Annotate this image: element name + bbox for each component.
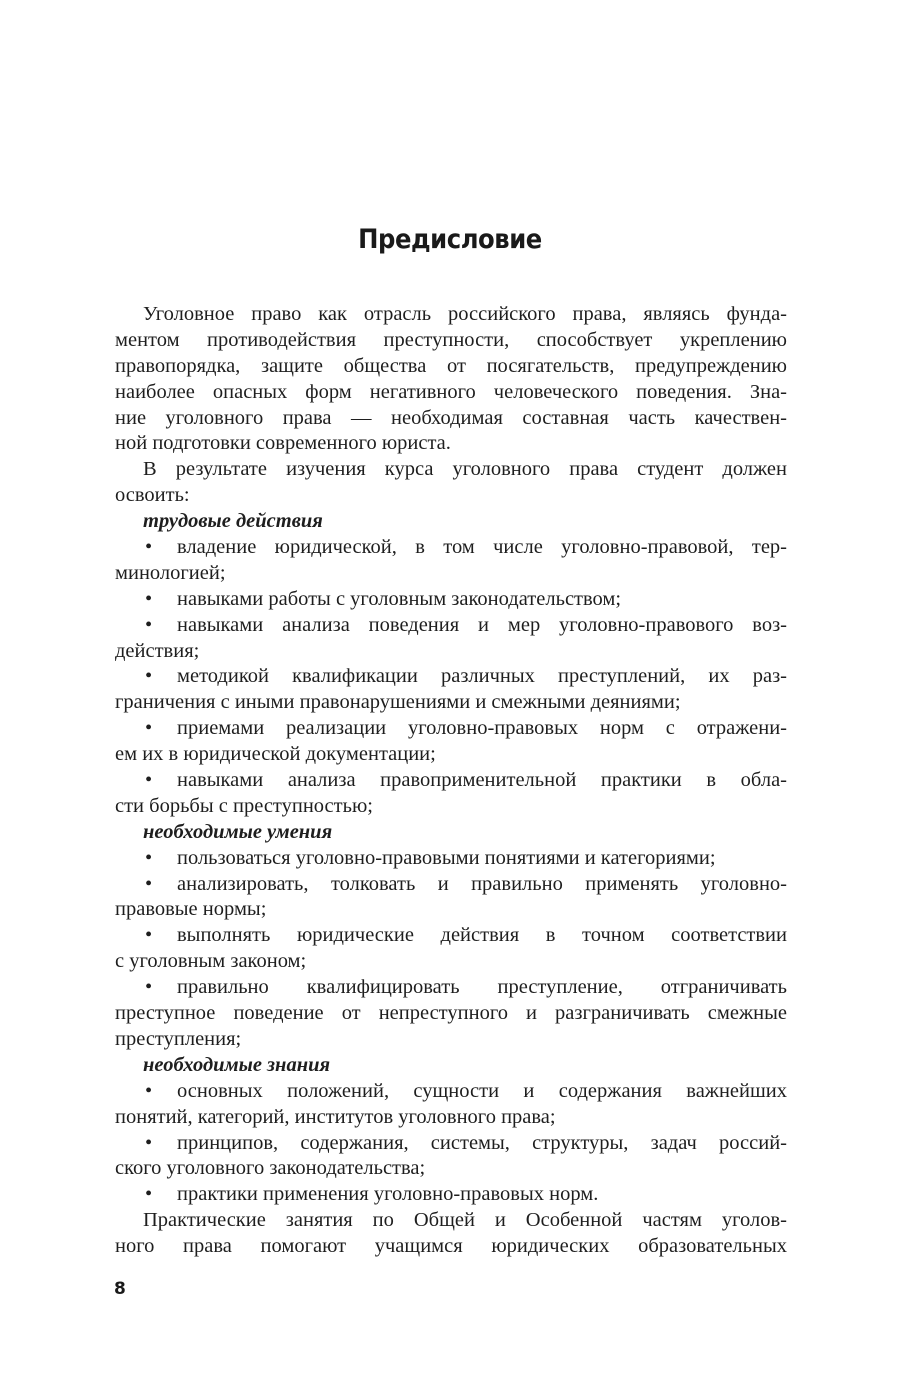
subheading-required-knowledge: необходимые знания — [143, 1053, 331, 1076]
list-item-continuation: действия; — [115, 639, 200, 662]
paragraph-line: Уголовное право как отрасль российского права, являясь фунда- — [143, 303, 787, 325]
list-item-continuation: минологией; — [115, 561, 226, 584]
paragraph-line: Практические занятия по Общей и Особенной частям уголов- — [143, 1209, 787, 1232]
subheading-labor-actions: трудовые действия — [143, 510, 323, 533]
list-item: • владение юридической, в том числе уголовно-правовой, тер- — [115, 535, 787, 561]
list-item-continuation: с уголовным законом; — [115, 950, 307, 973]
paragraph-line: В результате изучения курса уголовного права студент должен — [143, 458, 787, 481]
paragraph-line: ментом противодействия преступности, способствует укреплению — [115, 328, 787, 351]
paragraph-line: наиболее опасных форм негативного человеческого поведения. Зна- — [115, 380, 787, 403]
subheading-required-skills: необходимые умения — [143, 820, 333, 843]
list-item-continuation: граничения с иными правонарушениями и смежными деяниями; — [115, 691, 681, 714]
list-item-continuation: понятий, категорий, институтов уголовного права; — [115, 1105, 556, 1128]
list-item: • выполнять юридические действия в точном соответствии — [115, 923, 787, 949]
bullet-icon: • — [145, 536, 153, 559]
list-item: • правильно квалифицировать преступление, отграничивать — [115, 975, 787, 1001]
bullet-icon: • — [145, 1079, 153, 1102]
bullet-icon: • — [145, 769, 153, 792]
body-text — [115, 302, 787, 1260]
list-item-continuation: преступления; — [115, 1027, 242, 1050]
bullet-icon: • — [145, 587, 153, 610]
bullet-icon: • — [145, 976, 153, 999]
bullet-icon: • — [145, 1183, 153, 1206]
list-item: • пользоваться уголовно-правовыми понятиями и категориями; — [115, 846, 787, 872]
paragraph-line: правопорядка, защите общества от посягательств, предупреждению — [115, 354, 787, 377]
bullet-icon: • — [145, 872, 153, 895]
list-item: • приемами реализации уголовно-правовых норм с отражени- — [115, 716, 787, 742]
list-item: • навыками работы с уголовным законодательством; — [115, 587, 787, 613]
list-item: • практики применения уголовно-правовых норм. — [115, 1182, 787, 1208]
list-item-continuation: ем их в юридической документации; — [115, 743, 436, 766]
list-item: • анализировать, толковать и правильно применять уголовно- — [115, 872, 787, 898]
bullet-icon: • — [145, 924, 153, 947]
bullet-icon: • — [145, 613, 153, 636]
list-item: • принципов, содержания, системы, структуры, задач россий- — [115, 1131, 787, 1157]
page-title: Предисловие — [358, 224, 542, 255]
paragraph-line: ного права помогают учащимся юридических образовательных — [115, 1235, 787, 1258]
paragraph-line: ной подготовки современного юриста. — [115, 432, 451, 455]
list-item-continuation: преступное поведение от непреступного и разграничивать смежные — [115, 1002, 787, 1025]
list-item-continuation: сти борьбы с преступностью; — [115, 794, 373, 817]
list-item: • основных положений, сущности и содержания важнейших — [115, 1079, 787, 1105]
list-item: • методикой квалификации различных преступлений, их раз- — [115, 664, 787, 690]
paragraph-line: освоить: — [115, 484, 190, 507]
bullet-icon: • — [145, 1131, 153, 1154]
list-item-continuation: ского уголовного законодательства; — [115, 1157, 426, 1180]
bullet-icon: • — [145, 846, 153, 869]
bullet-icon: • — [145, 717, 153, 740]
list-item-continuation: правовые нормы; — [115, 898, 267, 921]
bullet-icon: • — [145, 665, 153, 688]
list-item: • навыками анализа поведения и мер уголовно-правового воз- — [115, 613, 787, 639]
paragraph-line: ние уголовного права — необходимая составная часть качествен- — [115, 406, 787, 429]
list-item: • навыками анализа правоприменительной практики в обла- — [115, 768, 787, 794]
page-number: 8 — [114, 1279, 126, 1299]
